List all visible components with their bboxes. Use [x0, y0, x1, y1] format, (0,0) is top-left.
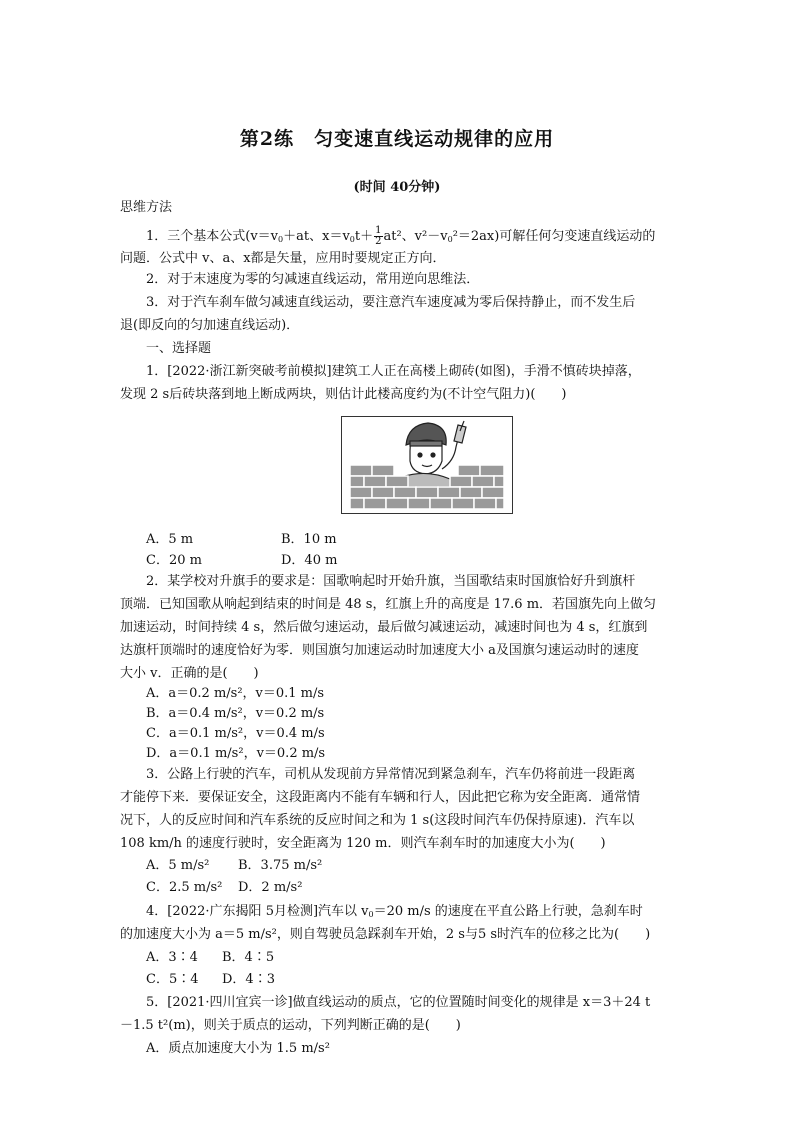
method-1-line-2: 问题．公式中 v、a、x都是矢量，应用时要规定正方向．	[120, 251, 446, 266]
q3-option-a: A．5 m/s²	[146, 858, 210, 873]
q3-option-c: C．2.5 m/s²	[146, 880, 223, 895]
q2-line-3: 加速运动，时间持续 4 s，然后做匀速运动，最后做匀减速运动，减速时间也为 4 s，红旗到	[120, 620, 648, 635]
q3-line-4: 108 km/h 的速度行驶时，安全距离为 120 m．则汽车刹车时的加速度大小为( )	[120, 836, 606, 851]
q3-line-2: 才能停下来．要保证安全，这段距离内不能有车辆和行人，因此把它称为安全距离．通常情	[120, 790, 641, 805]
section-heading: 一、选择题	[146, 341, 212, 356]
q2-option-b: B．a＝0.4 m/s²，v＝0.2 m/s	[146, 706, 325, 721]
q2-line-1: 2．某学校对升旗手的要求是：国歌响起时开始升旗，当国歌结束时国旗恰好升到旗杆	[146, 574, 636, 589]
q1-line-1: 1．[2022·浙江新突破考前模拟]建筑工人正在高楼上砌砖(如图)，手滑不慎砖块掉落，	[146, 364, 641, 379]
q4-option-c: C．5∶4	[146, 972, 199, 987]
q1-option-b: B．10 m	[281, 532, 337, 547]
method-2: 2．对于末速度为零的匀减速直线运动，常用逆向思维法．	[146, 272, 480, 287]
q1-option-a: A．5 m	[146, 532, 194, 547]
q2-option-d: D．a＝0.1 m/s²，v＝0.2 m/s	[146, 746, 326, 761]
time-limit: (时间 40分钟)	[353, 180, 441, 195]
q3-line-3: 况下，人的反应时间和汽车系统的反应时间之和为 1 s(这段时间汽车仍保持原速)．汽车以	[120, 813, 635, 828]
q3-option-d: D．2 m/s²	[238, 880, 303, 895]
page-title: 第2练 匀变速直线运动规律的应用	[239, 128, 555, 150]
q1-option-c: C．20 m	[146, 553, 202, 568]
method-3-line-1: 3．对于汽车刹车做匀减速直线运动，要注意汽车速度减为零后保持静止，而不发生后	[146, 295, 636, 310]
q5-line-2: －1.5 t²(m)，则关于质点的运动，下列判断正确的是( )	[120, 1018, 461, 1033]
q2-option-a: A．a＝0.2 m/s²，v＝0.1 m/s	[146, 686, 325, 701]
q2-line-4: 达旗杆顶端时的速度恰好为零．则国旗匀加速运动时加速度大小 a及国旗匀速运动时的速度	[120, 643, 639, 658]
q2-line-2: 顶端．已知国歌从响起到结束的时间是 48 s，红旗上升的高度是 17.6 m．若国旗先向上做匀	[120, 597, 657, 612]
q4-option-a: A．3∶4	[146, 950, 198, 965]
q4-option-d: D．4∶3	[222, 972, 275, 987]
q3-line-1: 3．公路上行驶的汽车，司机从发现前方异常情况到紧急刹车，汽车仍将前进一段距离	[146, 767, 636, 782]
q4-line-2: 的加速度大小为 a＝5 m/s²，则自驾驶员急踩刹车开始，2 s与5 s时汽车的位移之比为( )	[120, 927, 651, 942]
method-3-line-2: 退(即反向的匀加速直线运动)．	[120, 318, 300, 333]
q2-line-5: 大小 v．正确的是( )	[120, 666, 259, 681]
fraction-one-half: $\frac{1}{2}$	[375, 225, 382, 247]
q5-option-a: A．质点加速度大小为 1.5 m/s²	[146, 1041, 330, 1056]
q1-option-d: D．40 m	[281, 553, 338, 568]
q1-line-2: 发现 2 s后砖块落到地上断成两块，则估计此楼高度约为(不计空气阻力)( )	[120, 387, 567, 402]
q4-option-b: B．4∶5	[222, 950, 275, 965]
q3-option-b: B．3.75 m/s²	[238, 858, 323, 873]
q5-line-1: 5．[2021·四川宜宾一诊]做直线运动的质点，它的位置随时间变化的规律是 x＝3＋24 t	[146, 995, 651, 1010]
method-heading: 思维方法	[120, 200, 173, 215]
bricklayer-drawing	[342, 417, 512, 513]
method-1-line-1: 1．三个基本公式($v=v_0+at$、$x=v_0t+$ $\frac{1}{2}$ at²、$v^2-v_0^2=2ax$)可解任何匀变速直线运动的	[146, 225, 656, 247]
q2-option-c: C．a＝0.1 m/s²，v＝0.4 m/s	[146, 726, 325, 741]
q4-line-1: 4．[2022·广东揭阳 5月检测]汽车以 $v_0=20$ m/s 的速度在平直公路上行驶，急刹车时	[146, 904, 643, 919]
bricklayer-illustration	[341, 416, 513, 514]
